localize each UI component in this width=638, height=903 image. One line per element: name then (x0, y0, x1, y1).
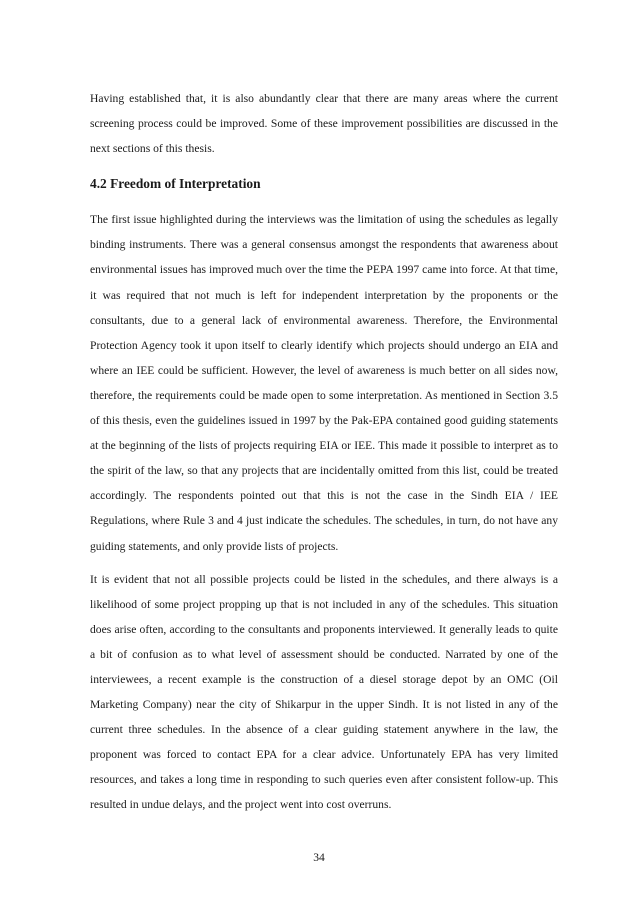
body-paragraph-1: The first issue highlighted during the interviews was the limitation of using the schedules as legally binding instruments. There was a general consensus amongst the respondents that awareness about environmental issues has improved much over the time the PEPA 1997 came into force. At that time, it was required that not much is left for independent interpretation by the proponents or the consultants, due to a general lack of environmental awareness. Therefore, the Environmental Protection Agency took it upon itself to clearly identify which projects should undergo an EIA and where an IEE could be sufficient. However, the level of awareness is much better on all sides now, therefore, the requirements could be made open to some interpretation. As mentioned in Section 3.5 of this thesis, even the guidelines issued in 1997 by the Pak-EPA contained good guiding statements at the beginning of the lists of projects requiring EIA or IEE. This made it possible to interpret as to the spirit of the law, so that any projects that are incidentally omitted from this list, could be treated accordingly. The respondents pointed out that this is not the case in the Sindh EIA / IEE Regulations, where Rule 3 and 4 just indicate the schedules. The schedules, in turn, do not have any guiding statements, and only provide lists of projects. (90, 213, 558, 553)
page-content (90, 86, 558, 818)
page-number: 34 (313, 851, 325, 864)
section-heading: 4.2 Freedom of Interpretation (90, 176, 261, 192)
body-paragraph-2: It is evident that not all possible projects could be listed in the schedules, and there always is a likelihood of some project propping up that is not included in any of the schedules. This situation does arise often, according to the consultants and proponents interviewed. It generally leads to quite a bit of confusion as to what level of assessment should be conducted. Narrated by one of the interviewees, a recent example is the construction of a diesel storage depot by an OMC (Oil Marketing Company) near the city of Shikarpur in the upper Sindh. It is not listed in any of the current three schedules. In the absence of a clear guiding statement anywhere in the law, the proponent was forced to contact EPA for a clear advice. Unfortunately EPA has very limited resources, and takes a long time in responding to such queries even after consistent follow-up. This resulted in undue delays, and the project went into cost overruns. (90, 572, 558, 812)
spacer (90, 161, 558, 169)
intro-paragraph: Having established that, it is also abundantly clear that there are many areas where the current screening process could be improved. Some of these improvement possibilities are discussed in the next sections of this thesis. (90, 92, 558, 156)
spacer (90, 559, 558, 567)
spacer (90, 199, 558, 207)
